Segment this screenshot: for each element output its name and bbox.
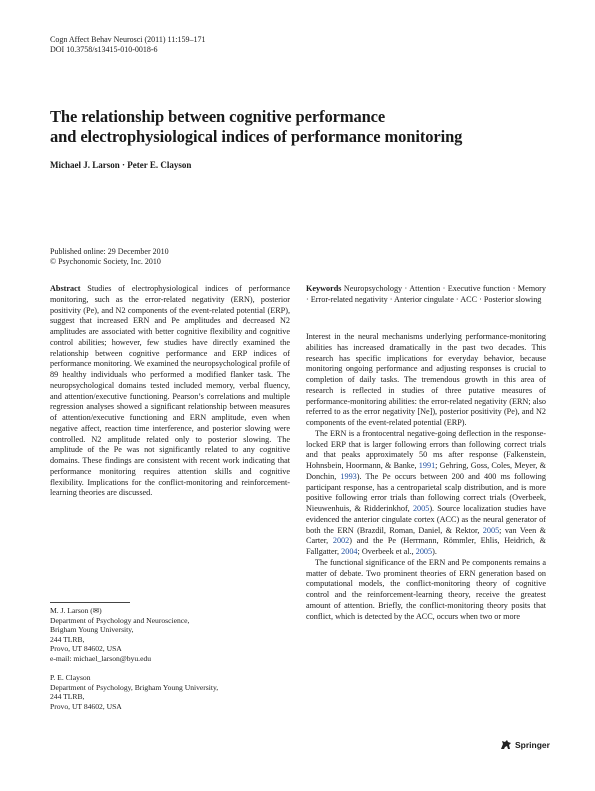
aff-line: P. E. Clayson	[50, 673, 91, 682]
copyright: © Psychonomic Society, Inc. 2010	[50, 257, 161, 266]
email-link[interactable]: e-mail: michael_larson@byu.edu	[50, 653, 152, 663]
publisher-logo	[500, 739, 550, 750]
author-list: Michael J. Larson · Peter E. Clayson	[50, 160, 192, 170]
abstract-label: Abstract	[50, 284, 81, 293]
aff-line: Provo, UT 84602, USA	[50, 644, 122, 654]
citation-link[interactable]: 1993	[340, 471, 357, 481]
journal-header	[50, 35, 205, 55]
keywords-label: Keywords	[306, 284, 342, 293]
citation-link[interactable]: 2002	[332, 536, 350, 546]
abstract-text: Studies of electrophysiological indices of performance monitoring, such as the error-related negativity (ERN), posterior positivity (Pe), and N2 components of the event-related potential (ERP), suggest that increased ERN and Pe amplitudes and decreased N2 amplitudes are associated with better cognitive flexibility and cognitive control abilities; however, few studies have directly examined the relationship between cognitive performance and ERP indices of performance monitoring. We examined the neuropsychological profile of 89 healthy individuals who performed a modified flanker task. The neuropsychological domains tested included memory, verbal fluency, and attention/executive functioning. Pearson’s correlations and multiple regression analyses showed a significant relationship between measures of attention/executive functioning and ERN amplitude, even when negative affect, reaction time interference, and posterior slowing were controlled. N2 amplitude related only to posterior slowing. The amplitude of the Pe was not significantly related to any cognitive domains. These findings are consistent with recent work indicating that performance monitoring requires attention skills and cognitive flexibility. Implications for the conflict-monitoring and reinforcement-learning theories are discussed.	[50, 284, 290, 498]
doi: DOI 10.3758/s13415-010-0018-6	[50, 45, 158, 54]
article-title	[50, 107, 550, 146]
publication-info	[50, 247, 169, 267]
aff-line: Brigham Young University,	[50, 625, 134, 635]
paragraph-2: The ERN is a frontocentral negative-going deflection in the response-locked ERP that is larger following errors than following correct trials and that peaks approximately 50 ms after response (Falkenstein, Hohnsbein, Hoormann, & Banke, 1991; Gehring, Goss, Coles, Meyer, & Donchin, 1993). The Pe occurs between 200 and 400 ms following participant response, has a centroparietal scalp distribution, and is more positive following error trials than following correct trials (Overbeek, Nieuwenhuis, & Ridderinkhof, 2005). Source localization studies have evidenced the anterior cingulate cortex (ACC) as the neural generator of both the ERN (Brazdil, Roman, Daniel, & Rektor, 2005; van Veen & Carter, 2002) and the Pe (Herrmann, Römmler, Ehlis, Heidrich, & Fallgatter, 2004; Overbeek et al., 2005).	[306, 428, 547, 556]
paragraph-1: Interest in the neural mechanisms underlying performance-monitoring abilities has increased dramatically in the past two decades. This research has specific implications for everyday behavior, because monitoring ongoing performance and adjusting responses is crucial to completion of daily tasks. The tremendous growth in this area of research is reflected in studies of three putative measures of performance-monitoring abilities: the error-related negativity (ERN; also referred to as the error negativity [Ne]), posterior positivity (Pe), and N2 components of the event-related potential (ERP).	[306, 332, 546, 427]
aff-line: 244 TLRB,	[50, 692, 85, 702]
citation-link[interactable]: 2005	[412, 504, 430, 513]
abstract	[50, 284, 290, 499]
title-line-1: The relationship between cognitive performance	[50, 107, 386, 126]
introduction	[306, 332, 546, 622]
publisher-name: Springer	[515, 739, 550, 750]
paragraph-3: The functional significance of the ERN and Pe components remains a matter of debate. Two prominent theories of ERN generation based on computational models, the conflict-monitoring theory of cognitive control and the reinforcement-learning theory, receive the greatest amount of attention. Briefly, the conflict-monitoring theory posits that conflict, which is detected by the ACC, occurs when two or more	[306, 557, 546, 621]
keywords-text: Neuropsychology · Attention · Executive function · Memory · Error-related negativity · Anterior cingulate · ACC · Posterior slowing	[306, 284, 546, 304]
citation-link[interactable]: 2005	[482, 525, 500, 535]
aff-line: M. J. Larson (✉)	[50, 606, 102, 615]
aff-line: 244 TLRB,	[50, 634, 85, 644]
aff-line: Department of Psychology, Brigham Young University,	[50, 682, 219, 692]
title-line-2: and electrophysiological indices of performance monitoring	[50, 126, 463, 146]
footnote-rule	[50, 602, 130, 603]
keywords	[306, 284, 546, 306]
journal-citation: Cogn Affect Behav Neurosci (2011) 11:159–171	[50, 35, 206, 44]
springer-horse-icon	[500, 739, 512, 750]
affiliation-clayson	[50, 673, 290, 711]
aff-line: Provo, UT 84602, USA	[50, 701, 122, 711]
citation-link[interactable]: 1991	[418, 461, 436, 470]
aff-line: Department of Psychology and Neuroscience,	[50, 615, 190, 625]
published-date: Published online: 29 December 2010	[50, 247, 169, 256]
citation-link[interactable]: 2004	[341, 547, 358, 556]
citation-link[interactable]: 2005	[415, 547, 433, 556]
affiliation-larson	[50, 606, 290, 664]
